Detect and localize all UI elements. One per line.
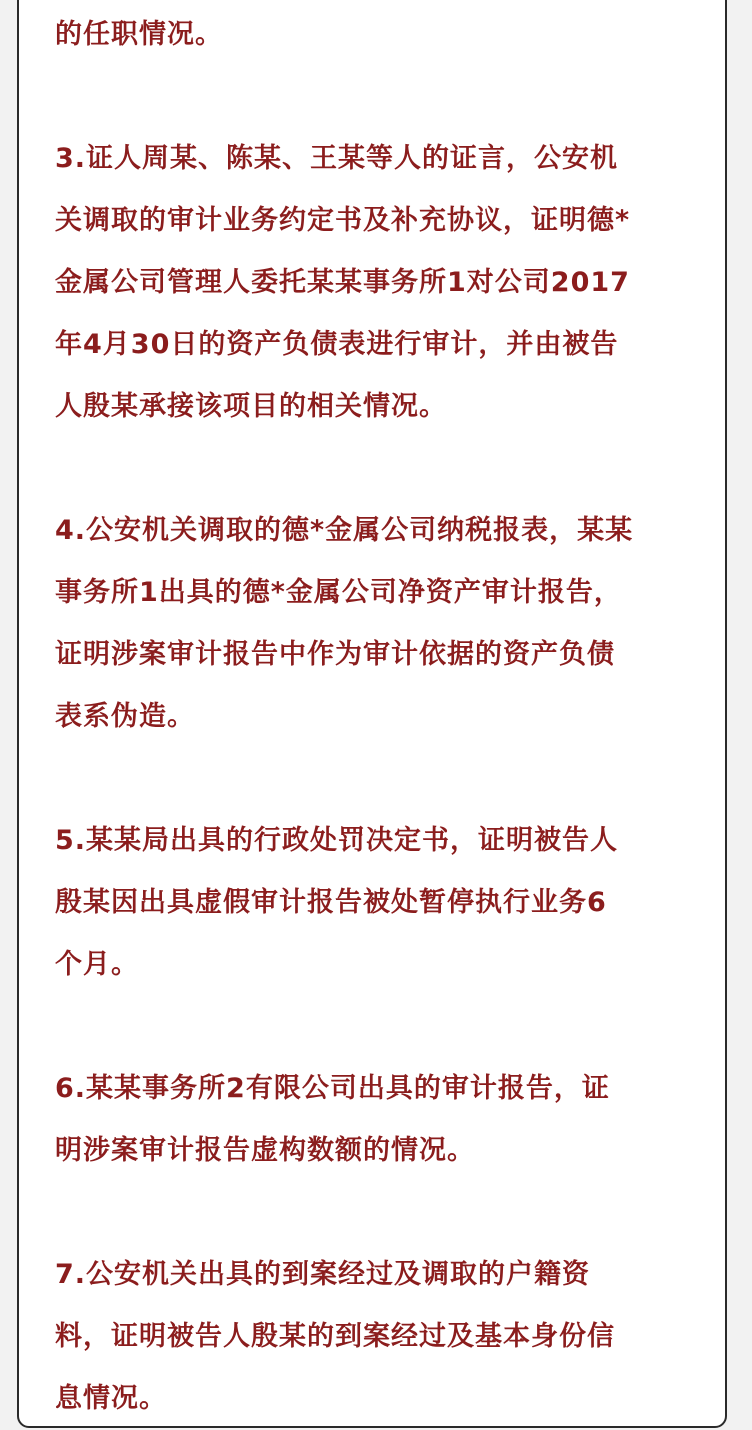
paragraph-evidence-4: [55, 500, 695, 748]
text-line: 人殷某承接该项目的相关情况。: [55, 391, 447, 422]
text-line: 3.证人周某、陈某、王某等人的证言，公安机: [55, 143, 619, 174]
text-line: 表系伪造。: [55, 701, 195, 732]
paragraph-evidence-5: [55, 810, 695, 996]
paragraph-evidence-6: [55, 1058, 695, 1182]
text-line: 殷某因出具虚假审计报告被处暂停执行业务6: [55, 887, 607, 918]
text-line: 5.某某局出具的行政处罚决定书，证明被告人: [55, 825, 619, 856]
paragraph-gap: [55, 748, 695, 810]
paragraph-gap: [55, 1182, 695, 1244]
text-line: 年4月30日的资产负债表进行审计，并由被告: [55, 329, 619, 360]
paragraph-gap: [55, 996, 695, 1058]
paragraph-gap: [55, 66, 695, 128]
text-line: 料，证明被告人殷某的到案经过及基本身份信: [55, 1321, 615, 1352]
text-line: 事务所1出具的德*金属公司净资产审计报告，: [55, 577, 622, 608]
text-line: 6.某某事务所2有限公司出具的审计报告，证: [55, 1073, 610, 1104]
text-line: 的任职情况。: [55, 19, 223, 50]
paragraph-evidence-7: [55, 1244, 695, 1430]
paragraph-gap: [55, 438, 695, 500]
text-line: 息情况。: [55, 1383, 167, 1414]
text-line: 个月。: [55, 949, 139, 980]
document-body: [55, 0, 695, 1430]
paragraph-continuation: [55, 4, 695, 66]
text-line: 4.公安机关调取的德*金属公司纳税报表，某某: [55, 515, 634, 546]
text-line: 7.公安机关出具的到案经过及调取的户籍资: [55, 1259, 591, 1290]
paragraph-evidence-3: [55, 128, 695, 438]
text-line: 明涉案审计报告虚构数额的情况。: [55, 1135, 475, 1166]
text-line: 证明涉案审计报告中作为审计依据的资产负债: [55, 639, 615, 670]
text-line: 金属公司管理人委托某某事务所1对公司2017: [55, 267, 630, 298]
text-line: 关调取的审计业务约定书及补充协议，证明德*: [55, 205, 631, 236]
